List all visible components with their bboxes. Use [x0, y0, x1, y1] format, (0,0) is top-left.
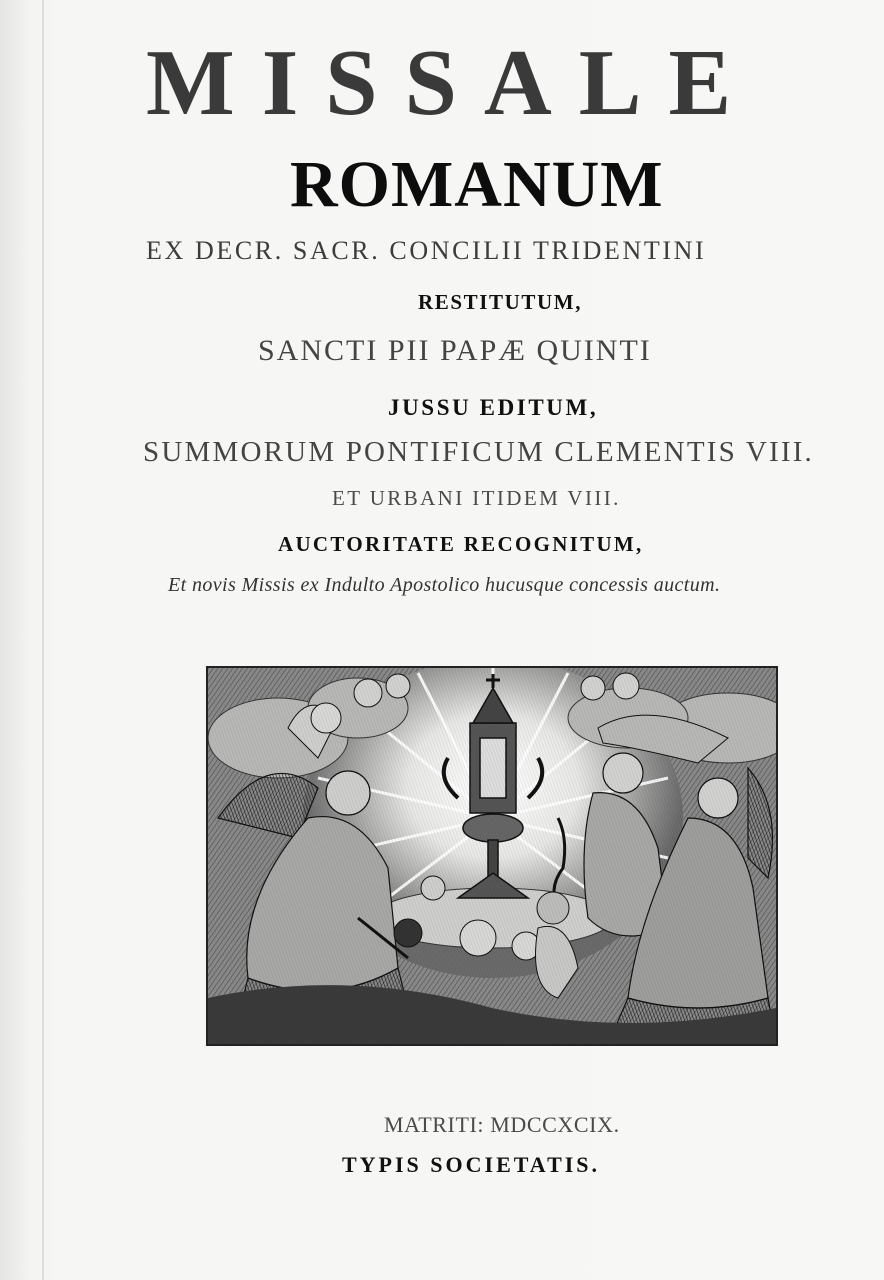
engraving-illustration — [206, 666, 778, 1046]
title-missale: MISSALE — [146, 31, 759, 135]
imprint-printer: TYPIS SOCIETATIS. — [342, 1152, 601, 1177]
line-sancti-pii: SANCTI PII PAPÆ QUINTI — [258, 334, 652, 367]
line-ex-decr: EX DECR. SACR. CONCILII TRIDENTINI — [146, 236, 707, 265]
page-gutter-edge — [42, 0, 44, 1280]
imprint-place-year: MATRITI: MDCCXCIX. — [384, 1112, 620, 1137]
line-summorum: SUMMORUM PONTIFICUM CLEMENTIS VIII. — [143, 436, 815, 468]
line-restitutum: RESTITUTUM, — [418, 290, 583, 314]
line-novis-missis: Et novis Missis ex Indulto Apostolico hucusque concessis auctum. — [168, 574, 721, 596]
line-jussu-editum: JUSSU EDITUM, — [388, 395, 599, 420]
engraving-drawing — [208, 668, 776, 1044]
title-romanum: ROMANUM — [290, 148, 664, 221]
line-et-urbani: ET URBANI ITIDEM VIII. — [332, 486, 621, 510]
line-auctoritate: AUCTORITATE RECOGNITUM, — [278, 532, 644, 556]
